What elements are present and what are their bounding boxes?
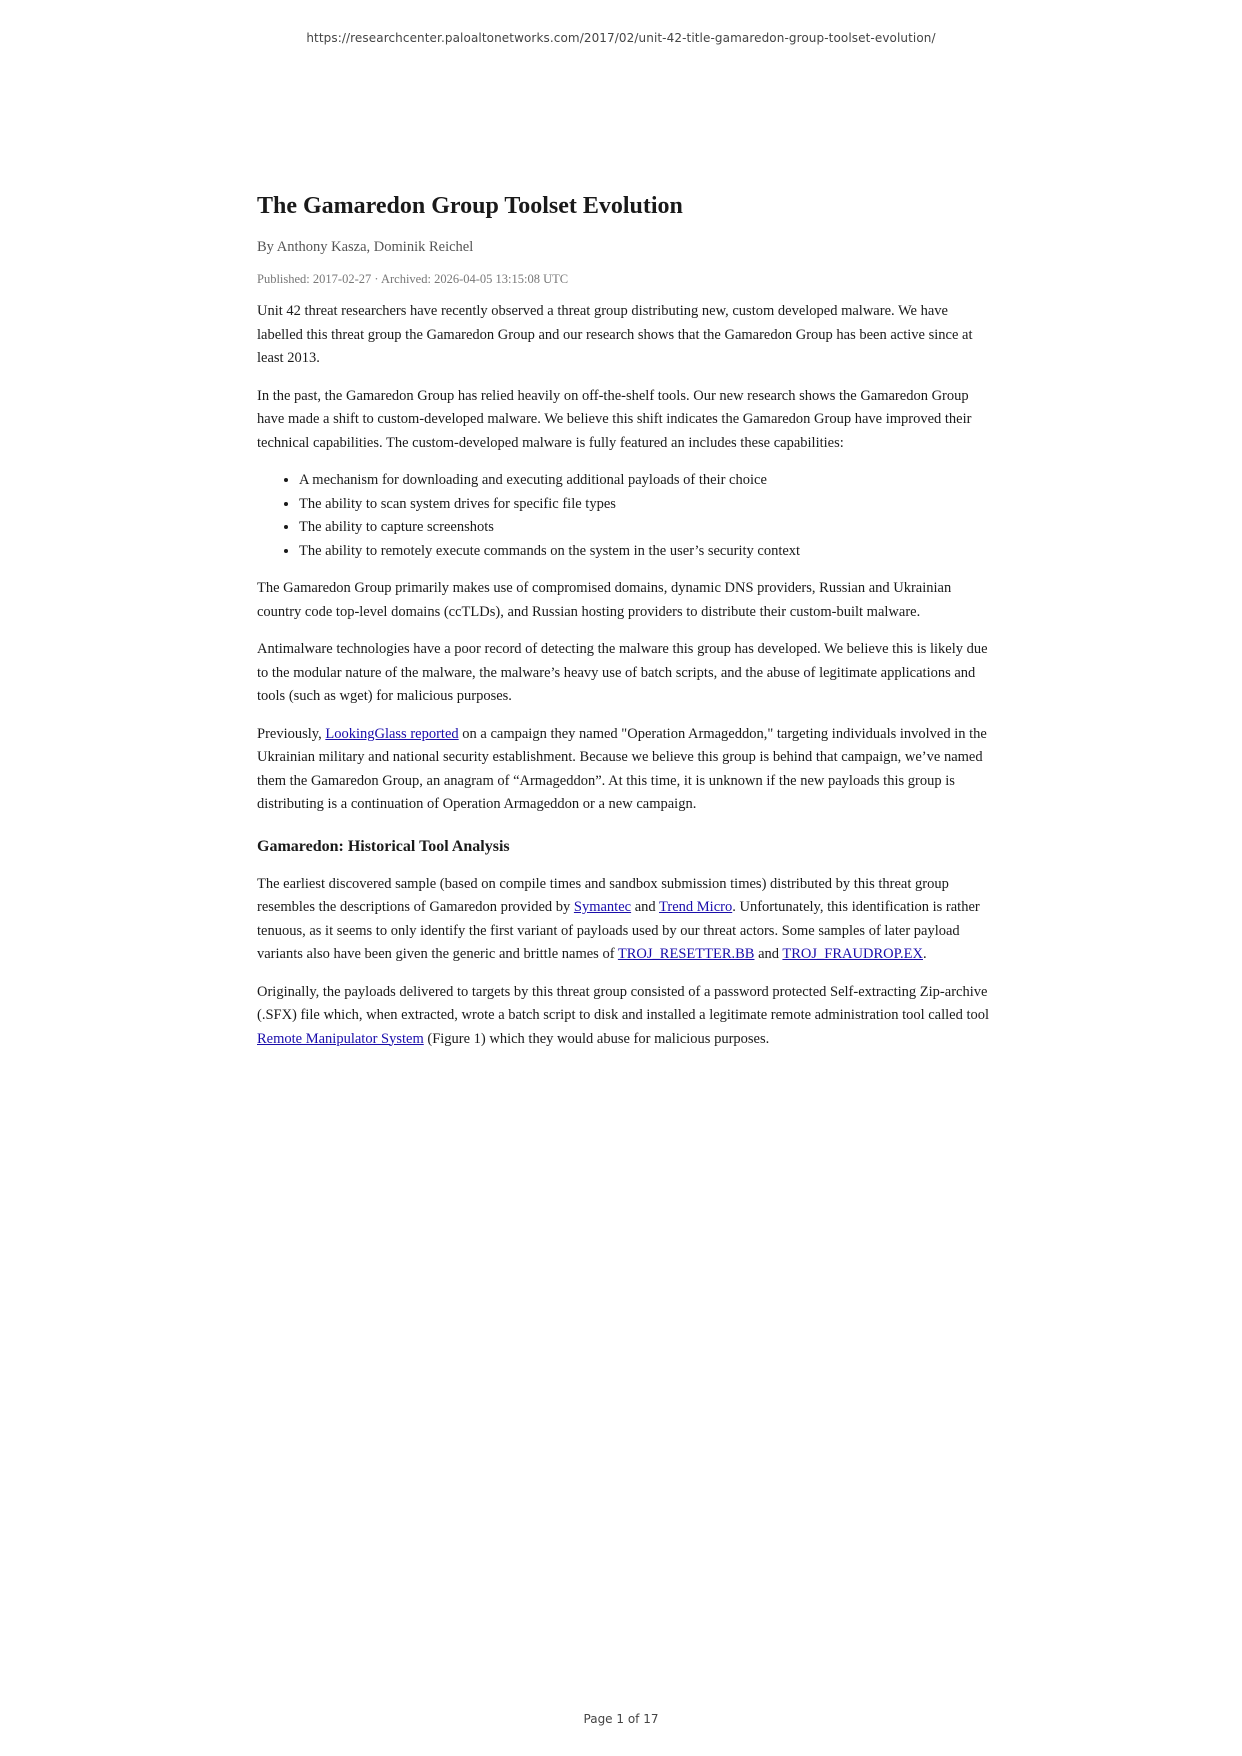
text-span: Previously, [257,725,326,742]
page-number: Page 1 of 17 [583,1712,659,1726]
capabilities-list [257,469,991,563]
paragraph-originally [257,981,991,1052]
paragraph-earliest-sample [257,873,991,967]
symantec-link[interactable]: Symantec [573,899,632,915]
text-span: on a campaign they named "Operation Armageddon," targeting individuals involved in the Ukrainian military and national security establishment. Because we believe this group is behind that campaign, we’ve named them the Gamaredon Group, an anagram of “Armageddon”. At this time, it is unknown if the new payloads this group is distributing is a continuation of Operation Armageddon or a new campaign. [257,725,987,812]
paragraph-intro: Unit 42 threat researchers have recently observed a threat group distributing new, custom developed malware. We have labelled this threat group the Gamaredon Group and our research shows that the Gamaredon Group has been active since at least 2013. [257,303,973,366]
lookingglass-link[interactable]: LookingGlass reported [325,725,459,742]
paragraph-shift: In the past, the Gamaredon Group has relied heavily on off-the-shelf tools. Our new research shows the Gamaredon Group have made a shift to custom-developed malware. We believe this shift indicates the Gamaredon Group have improved their technical capabilities. The custom-developed malware is fully featured an includes these capabilities: [257,387,972,451]
text-span: and [754,946,783,962]
page-url-header: https://researchcenter.paloaltonetworks.com/2017/02/unit-42-title-gamaredon-group-toolset-evolution/ [306,31,936,45]
paragraph-infrastructure: The Gamaredon Group primarily makes use of compromised domains, dynamic DNS providers, Russian and Ukrainian country code top-level domains (ccTLDs), and Russian hosting providers to distribute their custom-built malware. [257,580,952,620]
article-byline: By Anthony Kasza, Dominik Reichel [257,239,474,255]
text-span: The earliest discovered sample (based on compile times and sandbox submission times) distributed by this threat group resembles the descriptions of Gamaredon provided by [257,875,949,915]
trend-micro-link[interactable]: Trend Micro [659,899,733,915]
text-span: . Unfortunately, this identification is rather tenuous, as it seems to only identify the first variant of payloads used by our threat actors. Some samples of later payload variants also have been given the generic and brittle names of [257,899,980,962]
troj-fraudrop-link[interactable]: TROJ_FRAUDROP.EX [782,946,924,962]
list-item: • The ability to remotely execute commands on the system in the user’s security context [299,540,991,564]
paragraph-previously [257,723,991,817]
troj-resetter-link[interactable]: TROJ_RESETTER.BB [617,946,755,962]
list-item: • A mechanism for downloading and executing additional payloads of their choice [299,469,991,493]
list-item: • The ability to capture screenshots [299,516,991,540]
remote-manipulator-link[interactable]: Remote Manipulator System [257,1030,424,1047]
list-item: • The ability to scan system drives for specific file types [299,493,991,517]
text-span: . [923,946,927,962]
section-heading: Gamaredon: Historical Tool Analysis [257,837,510,855]
text-span: and [631,899,660,915]
text-span: Originally, the payloads delivered to targets by this threat group consisted of a password protected Self-extracting Zip-archive (.SFX) file which, when extracted, wrote a batch script to disk and installed a legitimate remote administration tool called tool [257,983,990,1023]
article-title: The Gamaredon Group Toolset Evolution [257,193,683,219]
paragraph-antimalware: Antimalware technologies have a poor record of detecting the malware this group has developed. We believe this is likely due to the modular nature of the malware, the malware’s heavy use of batch scripts, and the abuse of legitimate applications and tools (such as wget) for malicious purposes. [257,641,988,704]
article [257,188,991,1051]
article-meta: Published: 2017-02-27 · Archived: 2026-04-05 13:15:08 UTC [257,272,569,286]
text-span: (Figure 1) which they would abuse for malicious purposes. [423,1030,770,1047]
